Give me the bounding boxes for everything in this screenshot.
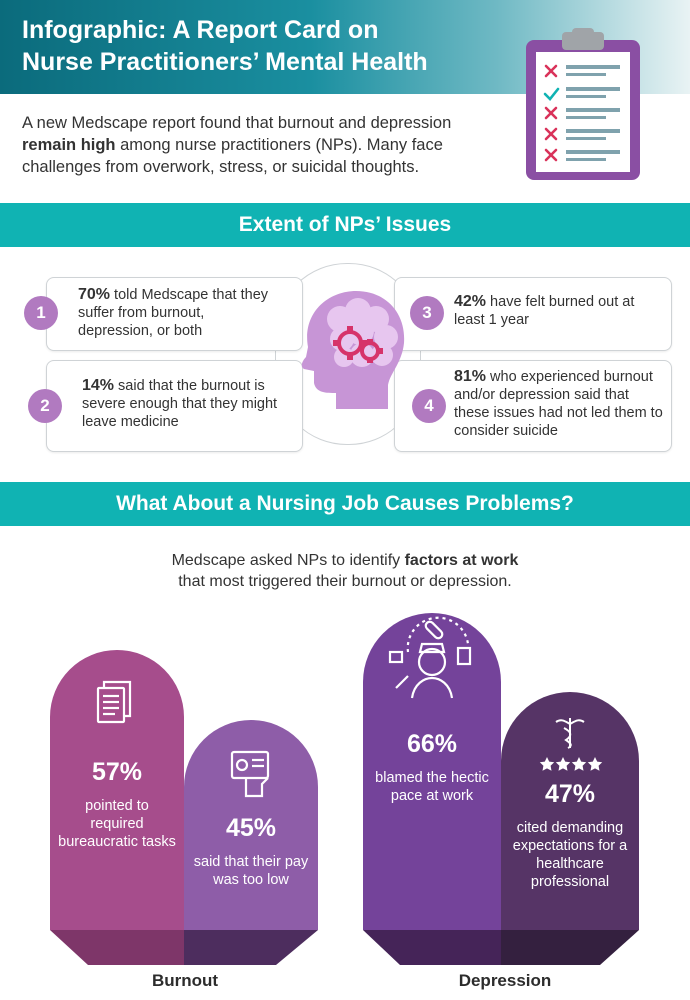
depression-label: Depression — [458, 971, 552, 990]
number-circle-2: 2 — [28, 389, 62, 423]
intro-text-2: among nurse practitioners (NPs). Many face challenges from overwork, stress, or suicidal thoughts. — [22, 136, 443, 176]
burnout-pct-1: 57% — [91, 758, 143, 786]
depression-item-2 — [506, 780, 634, 891]
stat-pct-3: 42% — [454, 293, 487, 310]
stat-desc-4: who experienced burnout and/or depression said that these issues had not led them to consider suicide — [454, 369, 663, 439]
burnout-arch-2-base — [184, 930, 318, 965]
burnout-desc-2: said that their pay was too low — [193, 854, 309, 888]
stat-desc-1: told Medscape that they suffer from burnout, depression, or both — [78, 287, 269, 339]
stat-text-3 — [454, 293, 654, 329]
burnout-item-1 — [58, 758, 176, 851]
stat-pct-4: 81% — [454, 368, 487, 385]
depression-desc-1: blamed the hectic pace at work — [375, 770, 489, 804]
burnout-desc-1: pointed to required bureaucratic tasks — [58, 798, 176, 850]
stat-text-1 — [78, 286, 278, 340]
intro-text-1: A new Medscape report found that burnout and depression — [22, 114, 452, 132]
burnout-arch-1-base — [50, 930, 184, 965]
number-circle-3: 3 — [410, 296, 444, 330]
number-circle-4: 4 — [412, 389, 446, 423]
causes-intro-bold: factors at work — [404, 552, 519, 569]
burnout-label: Burnout — [151, 971, 219, 990]
depression-desc-2: cited demanding expectations for a healthcare professional — [512, 820, 628, 890]
section-bar-causes: What About a Nursing Job Causes Problems? — [0, 482, 690, 526]
stat-pct-2: 14% — [82, 377, 115, 394]
stat-text-2 — [82, 377, 282, 431]
causes-intro-2: that most triggered their burnout or depression. — [178, 573, 512, 590]
causes-intro — [0, 550, 690, 592]
depression-item-1 — [372, 730, 492, 805]
intro-paragraph — [22, 112, 502, 178]
clipboard-checklist-icon — [524, 28, 642, 182]
intro-bold: remain high — [22, 136, 116, 154]
section-bar-extent: Extent of NPs’ Issues — [0, 203, 690, 247]
title-line-2: Nurse Practitioners’ Mental Health — [22, 48, 428, 76]
page-title — [22, 14, 502, 78]
depression-arch-2-base — [501, 930, 639, 965]
burnout-item-2 — [192, 814, 310, 889]
head-with-gears-icon — [282, 277, 412, 417]
depression-pct-1: 66% — [406, 730, 458, 758]
burnout-pct-2: 45% — [225, 814, 277, 842]
stat-desc-2: said that the burnout is severe enough that they might leave medicine — [82, 378, 278, 430]
stat-text-4 — [454, 368, 664, 440]
causes-intro-1: Medscape asked NPs to identify — [171, 552, 405, 569]
number-circle-1: 1 — [24, 296, 58, 330]
stat-desc-3: have felt burned out at least 1 year — [454, 294, 635, 328]
depression-pct-2: 47% — [544, 780, 596, 808]
depression-arch-1-base — [363, 930, 501, 965]
title-line-1: Infographic: A Report Card on — [22, 16, 379, 44]
stat-pct-1: 70% — [78, 286, 111, 303]
